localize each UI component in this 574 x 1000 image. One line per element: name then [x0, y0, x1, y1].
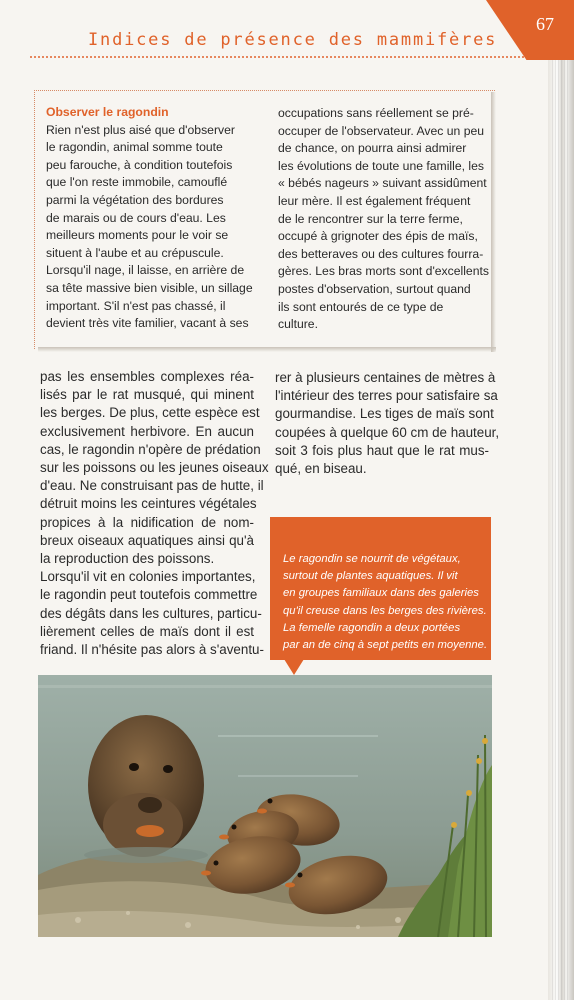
sidebar-line: sa tête massive bien visible, un sillage — [46, 280, 253, 295]
coypu-photo — [38, 675, 492, 937]
sidebar-line: meilleurs moments pour le voir se — [46, 228, 229, 243]
body-line: la reproduction des poissons. — [40, 551, 215, 567]
sidebar-line: leur mère. Il est également fréquent — [278, 193, 471, 208]
sidebar-line: le ragondin, animal somme toute — [46, 140, 223, 155]
sidebar-right-column — [278, 105, 492, 334]
page-stack-lines — [552, 60, 570, 1000]
sidebar-line: occupations sans réellement se pré- — [278, 106, 474, 120]
body-line: Lorsqu'il vit en colonies importantes, — [40, 569, 256, 585]
sidebar-line: ils sont entourés de ce type de — [278, 299, 444, 314]
sidebar-line: Lorsqu'il nage, il laisse, en arrière de — [46, 263, 245, 278]
caption-line: La femelle ragondin a deux portées — [283, 621, 461, 634]
body-line: sur les poissons ou les jeunes oiseaux — [40, 460, 269, 476]
sidebar-line: de le rencontrer sur la terre ferme, — [278, 211, 463, 226]
body-line: pas les ensembles complexes réa- — [40, 369, 254, 384]
sidebar-line: parmi la végétation des bordures — [46, 192, 224, 207]
caption-line: par an de cinq à sept petits en moyenne. — [283, 639, 488, 652]
sidebar-line: occupé à grignoter des épis de maïs, — [278, 229, 478, 244]
body-line: exclusivement herbivore. En aucun — [40, 423, 254, 439]
sidebar-line: situent à l'aube et au crépuscule. — [46, 245, 224, 260]
body-left-column — [40, 368, 269, 659]
sidebar-shadow-bottom — [38, 347, 496, 352]
sidebar-left-column — [46, 104, 268, 333]
body-line: lisés par le rat musqué, qui minent — [40, 387, 254, 403]
sidebar-title: Observer le ragondin — [46, 105, 169, 119]
body-line: détruit moins les ceintures végétales — [40, 496, 257, 512]
body-line: le ragondin peut toutefois commettre — [40, 587, 258, 603]
sidebar-line: gères. Les bras morts sont d'excellents — [278, 264, 489, 279]
header-dotted-rule — [30, 56, 524, 58]
page-number: 67 — [536, 14, 554, 34]
body-right-column — [275, 369, 500, 478]
body-line: lièrement celles de maïs dont il est — [40, 623, 254, 639]
body-line: propices à la nidification de nom- — [40, 514, 254, 530]
sidebar-line: de marais ou de cours d'eau. Les — [46, 210, 226, 225]
sidebar-line: important. S'il n'est pas chassé, il — [46, 298, 226, 313]
sidebar-line: peu farouche, à condition toutefois — [46, 157, 233, 172]
body-line: qué, en biseau. — [275, 461, 367, 477]
body-line: des dégâts dans les cultures, particu- — [40, 605, 262, 621]
page-number-tab — [486, 0, 574, 60]
sidebar-line: culture. — [278, 317, 318, 332]
body-line: soit 3 fois plus haut que le rat mus- — [275, 442, 489, 458]
body-line: coupées à quelque 60 cm de hauteur, — [275, 424, 500, 440]
body-line: breux oiseaux aquatiques ainsi qu'à — [40, 532, 254, 548]
running-head: Indices de présence des mammifères — [88, 30, 498, 50]
body-line: rer à plusieurs centaines de mètres à — [275, 370, 496, 385]
body-line: l'intérieur des terres pour satisfaire sa — [275, 388, 498, 404]
caption-pointer — [284, 659, 304, 675]
sidebar-line: postes d'observation, surtout quand — [278, 281, 471, 296]
sidebar-line: des betteraves ou des cultures fourra- — [278, 246, 484, 261]
body-line: cas, le ragondin n'opère de prédation — [40, 441, 261, 457]
photo-caption — [283, 551, 493, 654]
body-line: friand. Il n'hésite pas alors à s'aventu- — [40, 642, 264, 658]
caption-line: Le ragondin se nourrit de végétaux, — [283, 553, 461, 565]
sidebar-line: Rien n'est plus aisé que d'observer — [46, 122, 235, 137]
sidebar-line: occuper de l'observateur. Avec un peu — [278, 123, 485, 138]
caption-line: surtout de plantes aquatiques. Il vit — [283, 570, 458, 583]
sidebar-line: que l'on reste immobile, camouflé — [46, 175, 228, 190]
sidebar-line: les évolutions de toute une famille, les — [278, 158, 484, 173]
body-line: d'eau. Ne construisant pas de hutte, il — [40, 478, 264, 494]
caption-line: qu'il creuse dans les berges des rivières. — [283, 604, 487, 617]
sidebar-line: devient très vite familier, vacant à ses — [46, 316, 249, 331]
sidebar-line: de chance, on pourra ainsi admirer — [278, 141, 467, 156]
body-line: gourmandise. Les tiges de maïs sont — [275, 406, 494, 422]
body-line: les berges. De plus, cette espèce est — [40, 405, 260, 421]
sidebar-line: « bébés nageurs » suivant assidûment — [278, 176, 487, 191]
caption-line: en groupes familiaux dans des galeries — [283, 587, 479, 600]
